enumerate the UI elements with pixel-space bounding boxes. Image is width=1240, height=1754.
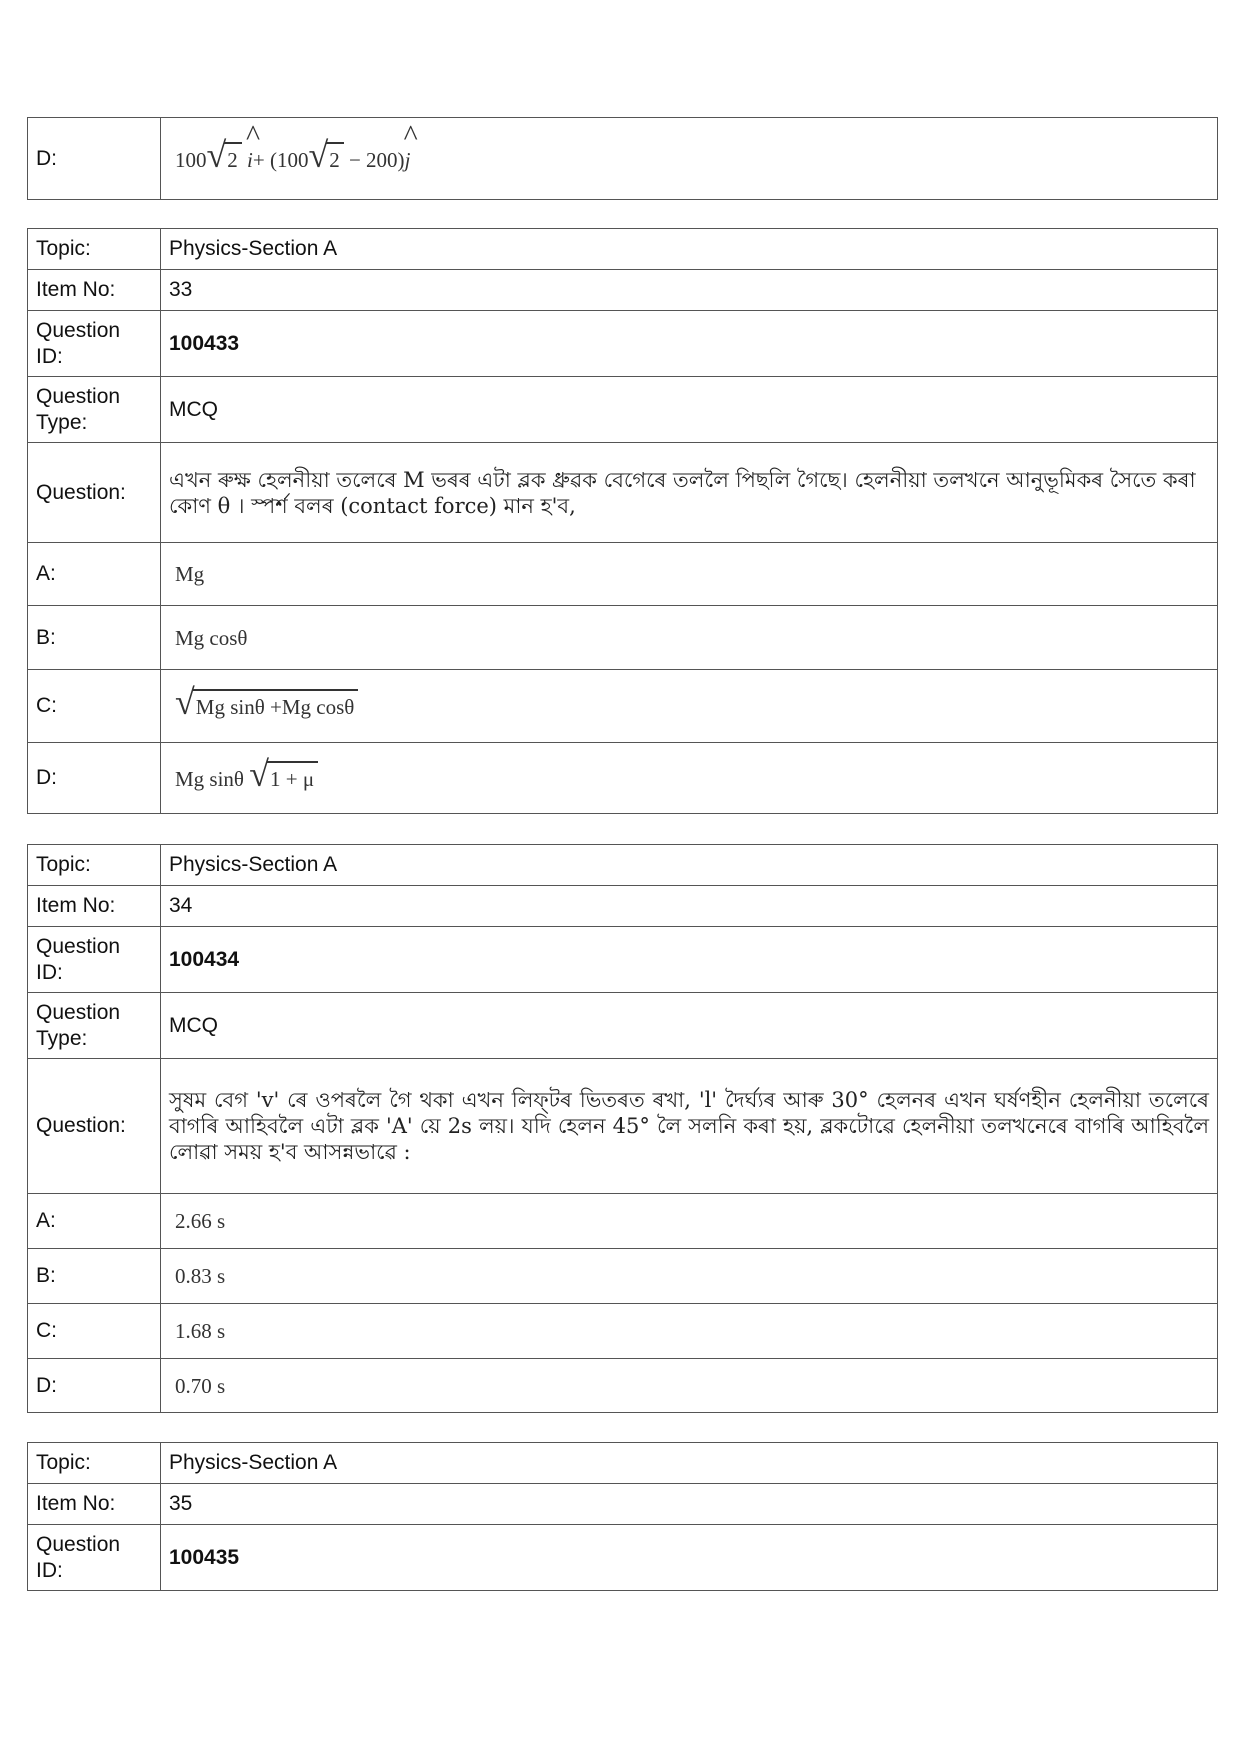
radical-sign: √ [175,682,195,722]
question-block-35 [27,1442,1218,1591]
radicand: 1 + μ [267,761,318,795]
item-label: Item No: [28,1484,161,1525]
option-label: C: [28,1304,161,1359]
qid-value: 100434 [161,927,1218,993]
question-label: Question: [28,443,161,543]
option-value: 2.66 s [161,1194,1218,1249]
topic-label: Topic: [28,1443,161,1484]
qtype-value: MCQ [161,993,1218,1059]
qid-value: 100433 [161,311,1218,377]
math-part: 100 [175,147,207,172]
question-label: Question: [28,1059,161,1194]
item-value: 33 [161,270,1218,311]
option-label: D: [28,118,161,200]
option-label: D: [28,1359,161,1413]
option-label: A: [28,543,161,606]
question-text: সুষম বেগ 'v' ৰে ওপৰলৈ গৈ থকা এখন লিফ্‌টৰ ভিতৰত ৰখা, 'l' দৈৰ্ঘ্যৰ আৰু 30° হেলনৰ এখন ঘৰ্ষণহীন হেলনীয়া তলেৰে বাগৰি আহিবলৈ এটা ব্লক 'A' য়ে 2s লয়। যদি হেলন 45° লৈ সলনি কৰা হয়, ব্লকটোৱে হেলনীয়া তলখনেৰে বাগৰি আহিবলৈ লোৱা সময় হ'ব আসন্নভাৱে : [161,1059,1218,1194]
topic-value: Physics-Section A [161,229,1218,270]
unit-vector-j: ^ j [405,147,411,173]
option-value: Mg cosθ [161,606,1218,670]
radicand: Mg sinθ +Mg cosθ [193,689,359,723]
option-label: B: [28,1249,161,1304]
option-value: 0.70 s [161,1359,1218,1413]
math-part: + (100 [252,147,309,172]
qid-label: Question ID: [28,1525,161,1591]
item-label: Item No: [28,886,161,927]
option-value [161,743,1218,814]
math-part: Mg sinθ [175,767,244,791]
question-block-34 [27,844,1218,1413]
topic-value: Physics-Section A [161,845,1218,886]
option-label: D: [28,743,161,814]
math-part: − 200) [348,147,405,172]
radical-sign: √ [308,134,329,175]
qtype-label: Question Type: [28,377,161,443]
qid-value: 100435 [161,1525,1218,1591]
option-value: 1.68 s [161,1304,1218,1359]
option-label: B: [28,606,161,670]
question-text: এখন ৰুক্ষ হেলনীয়া তলেৰে M ভৰৰ এটা ব্লক ধ্ৰুৱক বেগেৰে তললৈ পিছলি গৈছে। হেলনীয়া তলখনে আনুভূমিকৰ সৈতে কৰা কোণ θ । স্পৰ্শ বলৰ (contact force) মান হ'ব, [161,443,1218,543]
radicand: 2 [224,142,242,176]
item-label: Item No: [28,270,161,311]
radical-sign: √ [206,134,227,175]
option-value: 0.83 s [161,1249,1218,1304]
option-label: C: [28,670,161,743]
radical-sign: √ [249,754,270,794]
topic-label: Topic: [28,229,161,270]
item-value: 35 [161,1484,1218,1525]
question-block-33 [27,228,1218,814]
option-label: A: [28,1194,161,1249]
radicand: 2 [326,142,344,176]
item-value: 34 [161,886,1218,927]
option-value [161,118,1218,200]
topic-label: Topic: [28,845,161,886]
unit-vector-i: ^ i [247,147,253,173]
option-value [161,670,1218,743]
qid-label: Question ID: [28,311,161,377]
prev-question-tail [27,117,1218,200]
topic-value: Physics-Section A [161,1443,1218,1484]
qtype-label: Question Type: [28,993,161,1059]
qtype-value: MCQ [161,377,1218,443]
option-value: Mg [161,543,1218,606]
qid-label: Question ID: [28,927,161,993]
